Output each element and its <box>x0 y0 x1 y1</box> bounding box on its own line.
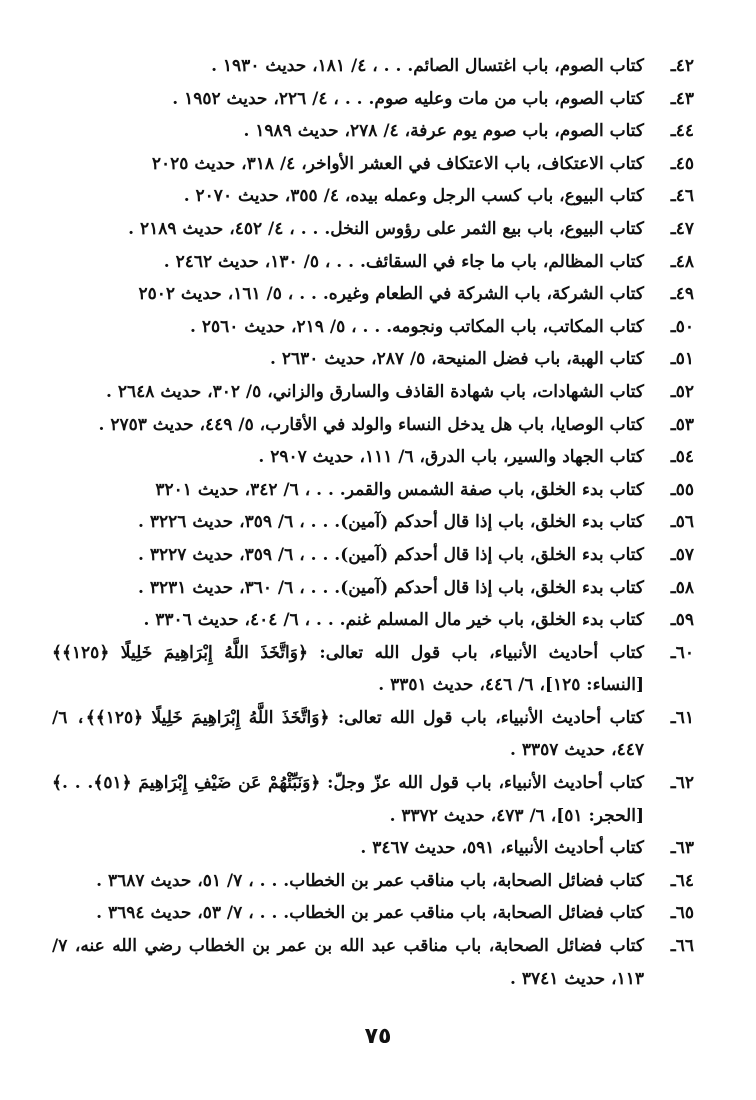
entry-text: كتاب الهبة، باب فضل المنيحة، ٥/ ٢٨٧، حديث ٢٦٣٠ . <box>270 349 644 370</box>
entry-number: ٦٥ـ <box>670 903 694 924</box>
entry-text: كتاب الصوم، باب من مات وعليه صوم. . . ، ٤/ ٢٢٦، حديث ١٩٥٢ . <box>172 88 644 109</box>
entry-text: كتاب البيوع، باب بيع الثمر على رؤوس النخل. . . ، ٤/ ٤٥٢، حديث ٢١٨٩ . <box>128 218 644 239</box>
entry-text: كتاب الشركة، باب الشركة في الطعام وغيره. . . ، ٥/ ١٦١، حديث ٢٥٠٢ <box>138 284 644 305</box>
list-item <box>52 604 694 637</box>
entry-number: ٥٦ـ <box>670 512 694 533</box>
entry-number: ٥٢ـ <box>670 381 694 402</box>
entry-number: ٦٦ـ <box>670 936 694 957</box>
entry-text: كتاب بدء الخلق، باب صفة الشمس والقمر. . . ، ٦/ ٣٤٢، حديث ٣٢٠١ <box>155 479 644 500</box>
list-item <box>52 376 694 409</box>
list-item <box>52 311 694 344</box>
entry-number: ٤٣ـ <box>670 88 694 109</box>
entry-number: ٥٧ـ <box>670 544 694 565</box>
entry-text: كتاب الصوم، باب صوم يوم عرفة، ٤/ ٢٧٨، حديث ١٩٨٩ . <box>243 121 644 142</box>
entry-number: ٥٣ـ <box>670 414 694 435</box>
entry-text: كتاب أحاديث الأنبياء، باب قول الله تعالى: ﴿وَاتَّخَذَ اللَّهُ إِبْرَاهِيمَ خَلِيلًا ﴿١٢٥﴾﴾ [النساء: ١٢٥]، ٦/ ٤٤٦، حديث ٣٣٥١ . <box>52 642 644 696</box>
list-item <box>52 409 694 442</box>
entry-number: ٥١ـ <box>670 349 694 370</box>
entry-number: ٤٨ـ <box>670 251 694 272</box>
entry-number: ٤٩ـ <box>670 284 694 305</box>
page-number: ٧٥ <box>364 1024 392 1049</box>
list-item <box>52 897 694 930</box>
entry-text: كتاب أحاديث الأنبياء، باب قول الله عزّ وجلّ: ﴿وَنَبِّئْهُمْ عَن ضَيْفِ إِبْرَاهِيمَ ﴿٥١﴾. . .﴾ [الحجر: ٥١]، ٦/ ٤٧٣، حديث ٣٣٧٢ . <box>52 773 645 826</box>
entry-text: كتاب الاعتكاف، باب الاعتكاف في العشر الأواخر، ٤/ ٣١٨، حديث ٢٠٢٥ <box>151 153 644 174</box>
entry-number: ٤٦ـ <box>670 186 694 207</box>
list-item <box>52 83 694 116</box>
entry-number: ٤٤ـ <box>670 121 694 142</box>
entry-number: ٤٧ـ <box>670 218 694 239</box>
list-item <box>52 148 694 181</box>
entry-text: كتاب فضائل الصحابة، باب مناقب عبد الله بن عمر بن الخطاب رضي الله عنه، ٧/ ١١٣، حديث ٣٧٤١ . <box>52 936 644 989</box>
entry-number: ٥٥ـ <box>670 479 694 500</box>
list-item <box>52 930 694 995</box>
list-item <box>52 832 694 865</box>
list-item <box>52 246 694 279</box>
entry-text: كتاب بدء الخلق، باب إذا قال أحدكم (آمين). . . ، ٦/ ٣٦٠، حديث ٣٢٣١ . <box>138 577 644 598</box>
list-item <box>52 572 694 605</box>
entry-text: كتاب أحاديث الأنبياء، ٥٩١، حديث ٣٤٦٧ . <box>360 838 644 859</box>
list-item <box>52 278 694 311</box>
entry-number: ٦٤ـ <box>670 870 694 891</box>
entry-number: ٤٥ـ <box>670 153 694 174</box>
list-item <box>52 180 694 213</box>
list-item <box>52 506 694 539</box>
entry-text: كتاب الصوم، باب اغتسال الصائم. . . ، ٤/ ١٨١، حديث ١٩٣٠ . <box>211 56 644 76</box>
list-item <box>52 441 694 474</box>
list-item <box>52 702 694 767</box>
entry-text: كتاب فضائل الصحابة، باب مناقب عمر بن الخطاب. . . ، ٧/ ٥١، حديث ٣٦٨٧ . <box>96 870 644 891</box>
entry-text: كتاب بدء الخلق، باب إذا قال أحدكم (آمين). . . ، ٦/ ٣٥٩، حديث ٣٢٢٦ . <box>138 512 644 533</box>
entry-number: ٦٠ـ <box>670 642 694 663</box>
list-item <box>52 637 694 702</box>
list-item <box>52 213 694 246</box>
reference-list <box>52 50 694 995</box>
list-item <box>52 343 694 376</box>
list-item <box>52 474 694 507</box>
entry-number: ٥٠ـ <box>670 316 694 337</box>
entry-text: كتاب الجهاد والسير، باب الدرق، ٦/ ١١١، حديث ٢٩٠٧ . <box>258 447 644 468</box>
entry-number: ٤٢ـ <box>670 56 694 76</box>
list-item <box>52 767 694 832</box>
entry-number: ٥٨ـ <box>670 577 694 598</box>
list-item <box>52 539 694 572</box>
entry-number: ٦٣ـ <box>670 838 694 859</box>
list-item <box>52 115 694 148</box>
entry-text: كتاب فضائل الصحابة، باب مناقب عمر بن الخطاب. . . ، ٧/ ٥٣، حديث ٣٦٩٤ . <box>96 903 644 924</box>
entry-text: كتاب البيوع، باب كسب الرجل وعمله بيده، ٤/ ٣٥٥، حديث ٢٠٧٠ . <box>183 186 644 207</box>
entry-number: ٥٩ـ <box>670 610 694 631</box>
entry-text: كتاب أحاديث الأنبياء، باب قول الله تعالى: ﴿وَاتَّخَذَ اللَّهُ إِبْرَاهِيمَ خَلِيلًا ﴿١٢٥﴾﴾، ٦/ ٤٤٧، حديث ٣٣٥٧ . <box>52 707 644 761</box>
entry-text: كتاب بدء الخلق، باب خير مال المسلم غنم. . . ، ٦/ ٤٠٤، حديث ٣٣٠٦ . <box>143 610 644 631</box>
entry-text: كتاب الوصايا، باب هل يدخل النساء والولد في الأقارب، ٥/ ٤٤٩، حديث ٢٧٥٣ . <box>98 414 644 435</box>
entry-number: ٥٤ـ <box>670 447 694 468</box>
list-item <box>52 865 694 898</box>
entry-text: كتاب بدء الخلق، باب إذا قال أحدكم (آمين). . . ، ٦/ ٣٥٩، حديث ٣٢٢٧ . <box>138 544 644 565</box>
entry-number: ٦٢ـ <box>670 773 694 794</box>
entry-text: كتاب الشهادات، باب شهادة القاذف والسارق والزاني، ٥/ ٣٠٢، حديث ٢٦٤٨ . <box>106 381 644 402</box>
entry-number: ٦١ـ <box>670 707 694 728</box>
list-item <box>52 50 694 83</box>
entry-text: كتاب المظالم، باب ما جاء في السقائف. . . ، ٥/ ١٣٠، حديث ٢٤٦٢ . <box>163 251 644 272</box>
entry-text: كتاب المكاتب، باب المكاتب ونجومه. . . ، ٥/ ٢١٩، حديث ٢٥٦٠ . <box>189 316 644 337</box>
